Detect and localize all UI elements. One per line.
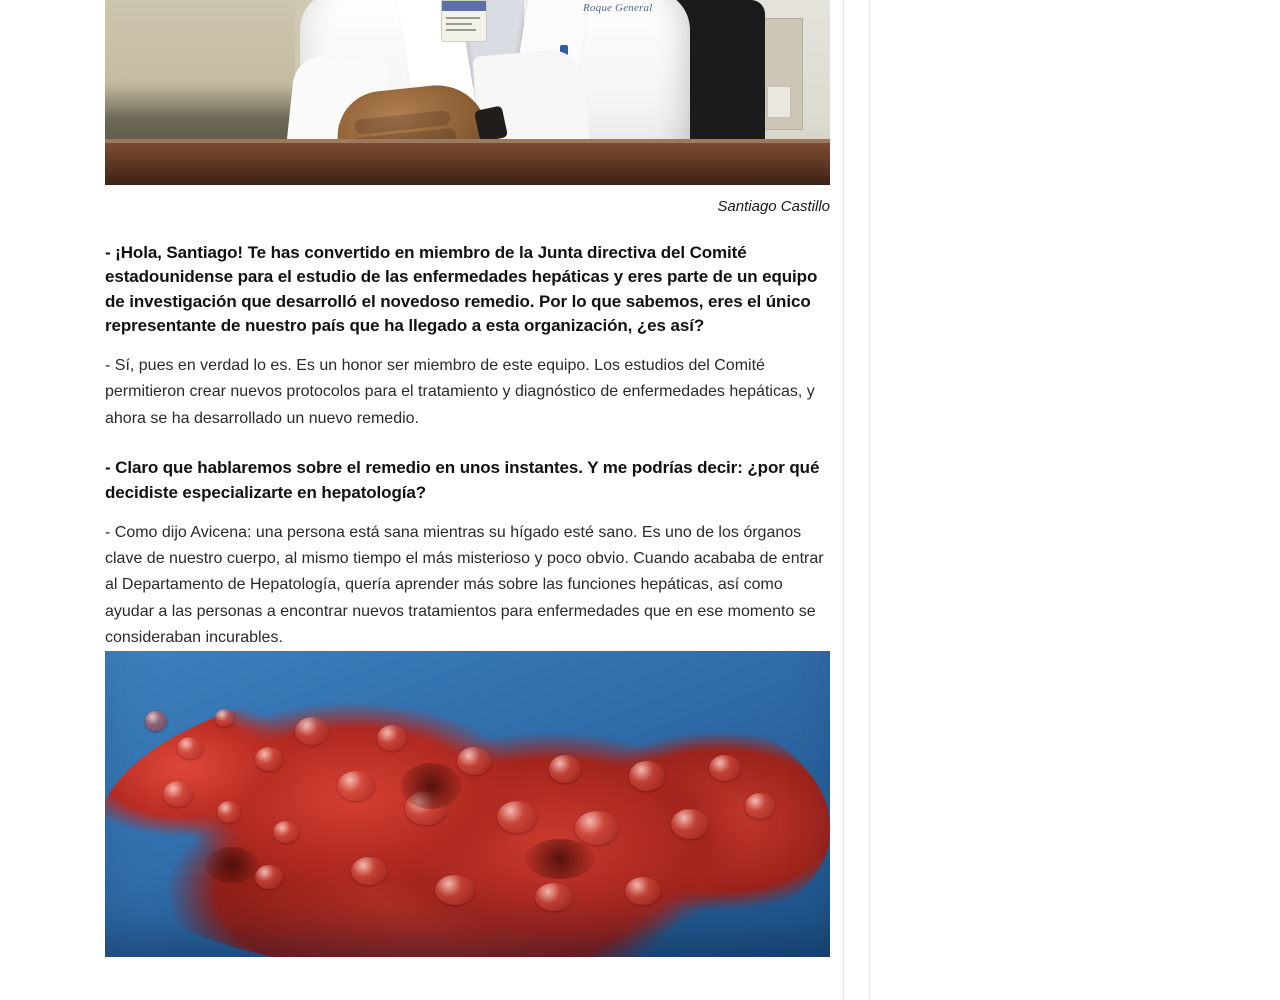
column-divider-left [843, 0, 844, 1000]
photo-id-badge-line [446, 17, 480, 19]
liver-photo [105, 651, 830, 957]
interview-answer: - Sí, pues en verdad lo es. Es un honor ser miembro de este equipo. Los estudios del Comité permitieron crear nuevos protocolos para el tratamiento y diagnóstico de enfermedades hepáticas, y ahora se ha desarrollado un nuevo remedio. [105, 357, 815, 427]
photo-desk [105, 143, 830, 185]
photo-id-badge-header [442, 1, 486, 11]
article-body [105, 0, 830, 957]
interview-question: - ¡Hola, Santiago! Te has convertido en miembro de la Junta directiva del Comité estadounidense para el estudio de las enfermedades hepáticas y eres parte de un equipo de investigación que desarrolló el novedoso remedio. Por lo que sabemos, eres el único representante de nuestro país que ha llegado a esta organización, ¿es así? [105, 242, 818, 336]
interview-question: - Claro que hablaremos sobre el remedio en unos instantes. Y me podrías decir: ¿por qué decidiste especializarte en hepatología? [105, 458, 820, 502]
photo-caption: Santiago Castillo [717, 198, 830, 215]
photo-coat-logo: Roque General [583, 2, 653, 14]
photo-id-badge-line [446, 23, 472, 25]
photo-id-badge-line [446, 29, 476, 31]
photo-light-switch [767, 86, 791, 118]
column-divider-right [869, 0, 870, 1000]
interview-answer: - Como dijo Avicena: una persona está sana mientras su hígado esté sano. Es uno de los órganos clave de nuestro cuerpo, al mismo tiempo el más misterioso y poco obvio. Cuando acababa de entrar al Departamento de Hepatología, quería aprender más sobre las funciones hepáticas, así como ayudar a las personas a encontrar nuevos tratamientos para enfermedades que en ese momento se consideraban incurables. [105, 523, 824, 647]
photo-id-badge [441, 0, 487, 42]
liver-organ [105, 677, 830, 957]
doctor-photo [105, 0, 830, 185]
